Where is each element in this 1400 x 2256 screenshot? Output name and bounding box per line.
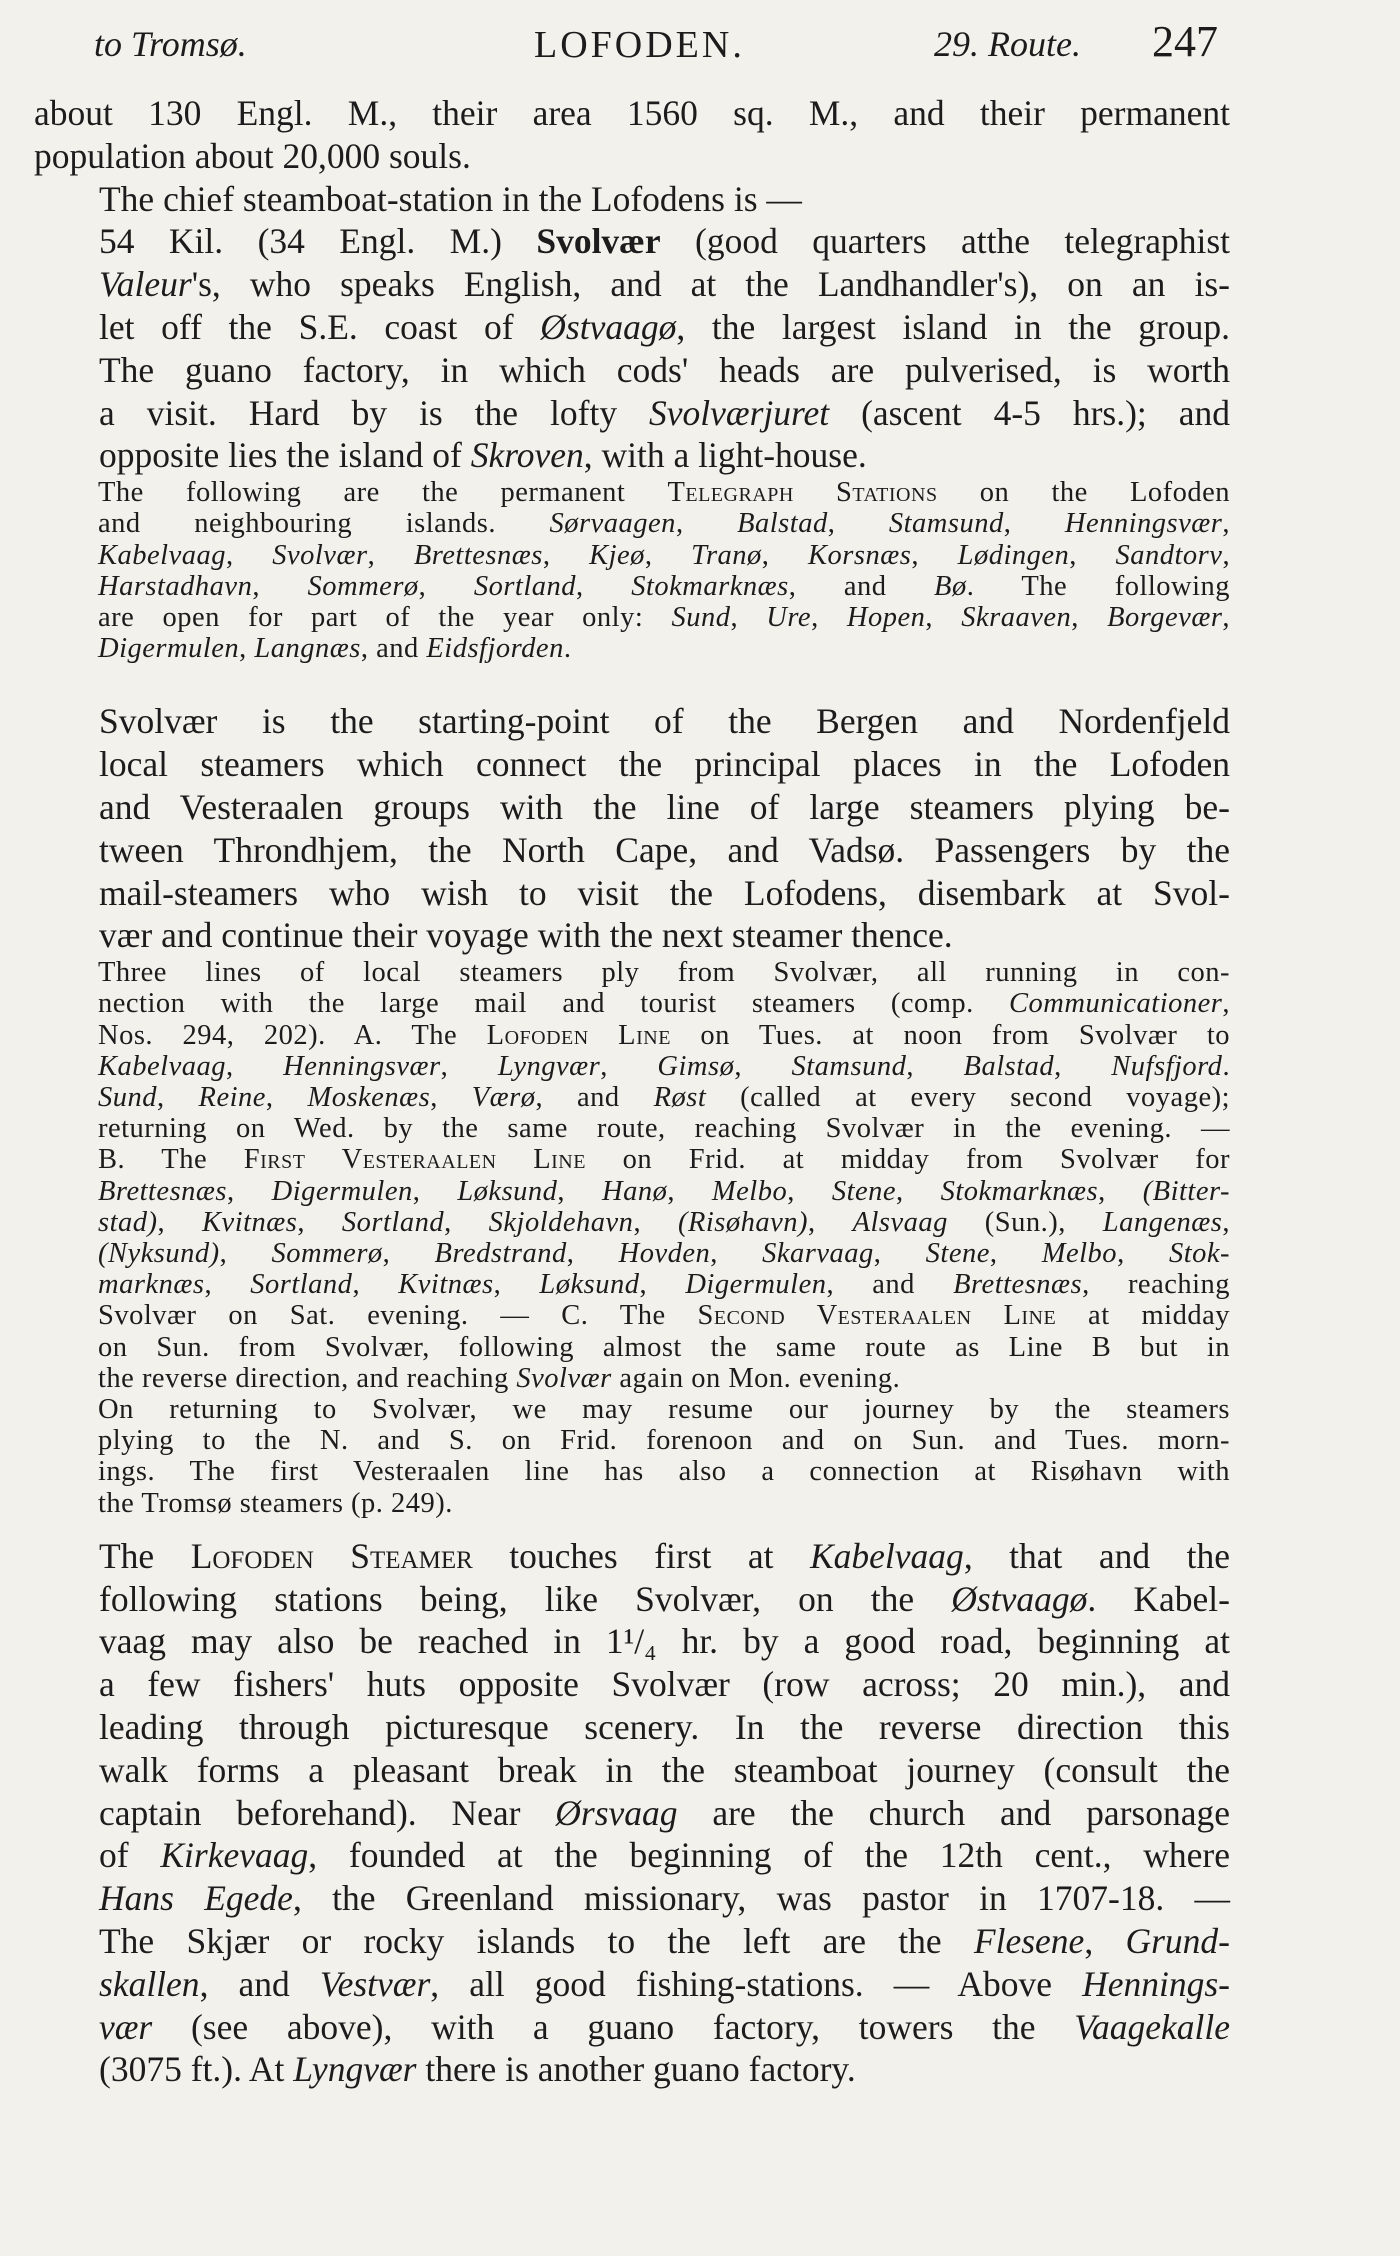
text-run: there is another guano factory. [416,2049,856,2090]
text-line [34,1144,1230,1175]
text-run: , [444,1206,489,1238]
italic-run: Sund [98,1081,157,1113]
text-run: . [563,633,572,665]
text-line [34,1488,1230,1519]
text-run: 54 Kil. (34 Engl. M.) [99,221,537,262]
text-run: , [633,1206,678,1238]
text-line [34,1749,1230,1792]
italic-run: Brettesnæs [953,1269,1083,1301]
text-run: , reaching [1082,1269,1231,1301]
italic-run: Skarvaag [762,1238,874,1269]
text-run: , and [360,633,427,665]
text-run: , [297,1206,342,1238]
text-run: , and [826,1269,954,1301]
italic-run: Sandtorv [1115,539,1223,571]
italic-run: Communicationer [1009,988,1223,1020]
text-line [34,1620,1230,1663]
text-run: The following are the permanent [98,477,668,509]
text-run: population about 20,000 souls. [34,135,471,176]
text-run: again on Mon. evening. [611,1362,901,1394]
text-run: , founded at the beginning of the 12th cent., where [308,1835,1230,1876]
text-line [34,1051,1230,1082]
text-run: , [896,1175,941,1207]
italic-run: Ure [766,601,812,633]
italic-run: Lyngvær [293,2049,417,2090]
italic-run: Kirkevaag [160,1835,309,1876]
text-run: , [1071,601,1108,633]
text-line [34,263,1230,306]
italic-run: Skroven [470,435,584,476]
text-line [34,92,1230,135]
text-run: are open for part of the year only: [98,601,672,633]
bold-run: Svolvær [536,221,661,262]
italic-run: Østvaagø [951,1578,1088,1619]
italic-run: Løksund [457,1175,558,1207]
small-print-paragraph-s2 [34,957,1230,1394]
text-run: ings. The first Vesteraalen line has also a connection at Risøhavn with [98,1456,1230,1488]
text-line [34,1834,1230,1877]
text-run: and neighbouring islands. [98,508,550,540]
text-line [34,1269,1230,1300]
italic-run: Moskenæs [307,1081,431,1113]
text-line [34,1332,1230,1363]
paragraph-p3 [34,220,1230,477]
italic-run: Østvaagø [540,306,677,347]
text-run: let off the S.E. coast of [99,306,541,347]
italic-run: Svolvær [272,539,368,571]
italic-run: Henningsvær [283,1050,441,1082]
italic-run: Balstad [963,1050,1055,1082]
italic-run: Sommerø [271,1238,383,1269]
italic-run: Skraaven [961,601,1072,633]
paragraph-p2 [34,178,1230,221]
text-line [34,743,1230,786]
italic-run: Sortland [473,570,577,602]
text-run: , [412,1175,458,1207]
text-run: on the Lofoden [937,477,1230,509]
page-number: 247 [1152,17,1218,66]
text-run: , [911,539,958,571]
text-run: . Kabel- [1087,1578,1230,1619]
italic-run: Sortland [250,1269,353,1301]
text-run: , [1084,1921,1126,1961]
italic-run: Harstadhavn [98,570,253,602]
italic-run: Kabelvaag [98,539,226,571]
italic-run: Alsvaag [852,1206,948,1238]
italic-run: Kvitnæs [202,1206,298,1238]
italic-run: Stamsund [791,1050,907,1082]
text-line [34,178,1230,221]
italic-run: Hennings- [1082,1963,1230,2004]
text-line [34,1176,1230,1207]
italic-run: Kvitnæs [398,1269,494,1301]
italic-run: Hans Egede [99,1878,293,1919]
text-line [34,1877,1230,1920]
text-run: Three lines of local steamers ply from Svolvær, all running in con- [98,957,1230,989]
text-run: at midday [1056,1300,1230,1332]
text-run: Svolvær is the starting-point of the Bergen and Nordenfjeld [99,701,1230,742]
italic-run: Melbo [1041,1238,1118,1269]
italic-run: Sommerø [307,570,419,602]
italic-run: Korsnæs [808,539,912,571]
text-run: , [734,1050,792,1082]
small-caps-run: Telegraph Stations [667,477,938,509]
text-run: , [157,1206,203,1238]
text-run: , [675,508,738,540]
text-run: , [1222,508,1231,540]
text-run: , [542,539,590,571]
text-run: The Skjær or rocky islands to the left are the [99,1921,974,1961]
text-line [34,477,1230,508]
text-run: touches first at [472,1535,810,1576]
text-line [34,1113,1230,1144]
text-run: (called at every second voyage); [706,1081,1231,1113]
small-caps-run: Lofoden Steamer [190,1535,473,1576]
italic-run: Svolværjuret [649,392,830,433]
italic-run: Sortland [341,1206,445,1238]
text-line [34,2006,1230,2049]
text-run: , [811,601,847,633]
text-run: , [204,1269,251,1301]
text-run: , [600,1050,658,1082]
text-run: , [1222,601,1231,633]
text-line [34,220,1230,263]
italic-run: Hanø [602,1175,668,1207]
text-line [34,1394,1230,1425]
text-run: the Tromsø steamers (p. 249). [98,1487,453,1519]
text-run: , all good fishing-stations. — Above [430,1963,1083,2004]
italic-run: Stamsund [888,508,1004,540]
text-line [34,914,1230,957]
text-line [34,1300,1230,1331]
italic-run: skallen [99,1963,200,2004]
text-run: , [1098,1175,1143,1207]
text-run: , [566,1238,619,1269]
italic-run: (Risøhavn) [677,1206,809,1238]
text-run: , [382,1238,435,1269]
text-run: , [493,1269,540,1301]
text-run: , [667,1175,712,1207]
text-run: . [1222,1050,1231,1082]
text-run: nection with the large mail and tourist steamers (comp. [98,988,1010,1020]
italic-run: Gimsø [657,1050,735,1082]
italic-run: Vestvær [319,1963,431,2004]
text-line [34,508,1230,539]
italic-run: Stok- [1168,1238,1230,1269]
text-run: on Tues. at noon from Svolvær to [670,1019,1230,1051]
text-line [34,872,1230,915]
header-route: 29. Route. [934,24,1081,64]
text-run: captain beforehand). Near [99,1792,556,1833]
text-run: , [225,539,273,571]
italic-run: Værø [471,1081,536,1113]
text-line [34,1020,1230,1051]
block-gap [34,1519,1230,1535]
text-run: of [99,1835,161,1876]
text-run: (good quarters atthe telegraphist [660,221,1230,262]
italic-run: stad) [98,1206,158,1238]
text-run: , [1222,988,1230,1020]
text-line [34,957,1230,988]
text-run: 's, who speaks English, and at the Landhandler's), on an is- [191,264,1230,305]
text-run: , and [535,1081,654,1113]
text-run: the reverse direction, and reaching [98,1362,517,1394]
text-run: , [557,1175,602,1207]
text-run: The guano factory, in which cods' heads are pulverised, is worth [99,349,1230,390]
text-line [34,1082,1230,1113]
text-run: , [787,1175,832,1207]
text-run: , [761,539,809,571]
text-run: (Sun.), [947,1206,1103,1238]
text-run: mail-steamers who wish to visit the Lofodens, disembark at Svol- [99,872,1230,913]
italic-run: Kjeø [589,539,645,571]
italic-run: Valeur [99,264,192,305]
text-line [34,602,1230,633]
text-line [34,1238,1230,1269]
text-run: On returning to Svolvær, we may resume our journey by the steamers [98,1394,1230,1426]
italic-run: Lødingen [957,539,1070,571]
italic-run: Brettesnæs [413,539,543,571]
italic-run: Grund- [1125,1921,1231,1961]
text-run: B. The [98,1144,244,1176]
small-print-paragraph-s1 [34,477,1230,664]
text-run: , [367,539,414,571]
text-run: , [430,1081,472,1113]
body-text [34,92,1230,2091]
paragraph-p1 [34,92,1230,178]
text-run: walk forms a pleasant break in the steamboat journey (consult the [99,1749,1230,1790]
small-caps-run: First Vesteraalen Line [243,1144,586,1176]
text-run: , [265,1081,308,1113]
text-line [34,1578,1230,1621]
italic-run: Hovden [618,1238,711,1269]
text-line [34,1535,1230,1578]
italic-run: Stokmarknæs [940,1175,1099,1207]
italic-run: Tranø [691,539,762,571]
header-section-title: LOFODEN. [534,24,745,66]
small-caps-run: Lofoden Line [486,1019,671,1051]
block-gap [34,664,1230,700]
italic-run: Reine [198,1081,266,1113]
text-line [34,700,1230,743]
italic-run: Henningsvær [1064,508,1223,540]
text-run: , the largest island in the group. [676,306,1230,347]
text-run: , and [788,570,935,602]
italic-run: Stene [831,1175,897,1207]
italic-run: (Bitter- [1142,1175,1231,1207]
paragraph-p4 [34,700,1230,957]
text-line [34,786,1230,829]
text-line [34,540,1230,571]
text-run: , with a light-house. [583,435,867,476]
text-run: , [639,1269,686,1301]
text-line [34,633,1230,664]
text-run: , [1054,1050,1112,1082]
text-line [34,1207,1230,1238]
italic-run: Stene [925,1238,990,1269]
header-destination: to Tromsø. [94,24,247,64]
italic-run: Digermulen [271,1175,413,1207]
text-run: , [1222,539,1231,571]
text-run: , the Greenland missionary, was pastor in 1707-18. — [292,1878,1231,1919]
text-run: local steamers which connect the principal places in the Lofoden [99,744,1230,785]
italic-run: Vaagekalle [1074,2006,1230,2047]
text-run: Nos. 294, 202). A. The [98,1019,487,1051]
text-run: , [1069,539,1116,571]
text-run: , [1222,1206,1231,1238]
text-run: , [873,1238,926,1269]
italic-run: Bø [934,570,967,602]
italic-run: Skjoldehavn [488,1206,634,1238]
text-run: , [352,1269,399,1301]
text-run: and Vesteraalen groups with the line of large steamers plying be- [99,786,1230,827]
text-run: about 130 Engl. M., their area 1560 sq. M., and their permanent [34,93,1230,133]
italic-run: Løksund [539,1269,640,1301]
italic-run: Svolvær [516,1362,612,1394]
text-run: plying to the N. and S. on Frid. forenoon and on Sun. and Tues. morn- [98,1425,1230,1457]
italic-run: Digermulen [685,1269,827,1301]
text-line [34,434,1230,477]
italic-run: Sund [671,601,731,633]
text-line [34,392,1230,435]
text-run: , [440,1050,498,1082]
text-run: (3075 ft.). At [99,2049,294,2090]
text-run: vaag may also be reached in 1¹/₄ hr. by a good road, beginning at [99,1621,1230,1662]
text-run: , [576,570,632,602]
italic-run: vær [99,2006,153,2047]
text-run: , [644,539,692,571]
text-line [34,571,1230,602]
text-run: , [225,1050,284,1082]
italic-run: Flesene [973,1921,1085,1961]
text-line [34,349,1230,392]
text-line [34,829,1230,872]
text-run: , [730,601,767,633]
text-run: returning on Wed. by the same route, reaching Svolvær in the evening. — [98,1113,1230,1145]
book-page [34,17,1231,2091]
text-line [34,1920,1230,1963]
text-run: , [252,570,308,602]
text-line [34,1706,1230,1749]
italic-run: Langenæs [1102,1206,1223,1238]
text-run: , [1003,508,1065,540]
text-run: , and [199,1963,320,2004]
text-line [34,1663,1230,1706]
text-run: , [925,601,962,633]
text-run: on Frid. at midday from Svolvær for [585,1144,1230,1176]
italic-run: Hopen [846,601,926,633]
italic-run: Borgevær [1107,601,1223,633]
text-run: following stations being, like Svolvær, on the [99,1578,952,1619]
italic-run: marknæs [98,1269,205,1301]
text-run: are the church and parsonage [677,1792,1231,1833]
text-line [34,1425,1230,1456]
text-run: , [808,1206,853,1238]
text-run: , that and the [963,1535,1231,1576]
italic-run: (Nyksund) [98,1238,220,1269]
text-run: , [239,633,255,665]
small-print-paragraph-s3 [34,1394,1230,1519]
italic-run: Nufsfjord [1111,1050,1223,1082]
italic-run: Bredstrand [434,1238,567,1269]
italic-run: Sørvaagen [549,508,676,540]
text-run: Svolvær on Sat. evening. — C. The [98,1300,698,1332]
text-run: on Sun. from Svolvær, following almost the same route as Line B but in [98,1331,1230,1363]
text-line [34,1456,1230,1487]
italic-run: Melbo [711,1175,788,1207]
text-line [34,2048,1230,2091]
italic-run: Digermulen [98,633,240,665]
text-run: , [710,1238,763,1269]
italic-run: Ørsvaag [555,1792,678,1833]
text-run: , [157,1081,199,1113]
text-run: (see above), with a guano factory, towers the [152,2006,1075,2047]
text-run: , [827,508,889,540]
text-line [34,1963,1230,2006]
text-run: a few fishers' huts opposite Svolvær (row across; 20 min.), and [99,1664,1230,1705]
text-run: , [906,1050,964,1082]
text-run: , [227,1175,272,1207]
text-run: leading through picturesque scenery. In the reverse direction this [99,1707,1230,1748]
text-line [34,1363,1230,1394]
running-header [34,17,1230,92]
text-run: The [99,1535,191,1576]
italic-run: Eidsfjorden [426,633,564,665]
italic-run: Stokmarknæs [631,570,789,602]
italic-run: Kabelvaag [810,1535,964,1576]
italic-run: Kabelvaag [98,1050,226,1082]
small-caps-run: Second Vesteraalen Line [697,1300,1057,1332]
text-line [34,988,1230,1019]
italic-run: Brettesnæs [98,1175,228,1207]
text-line [34,1792,1230,1835]
text-run: . The following [966,570,1231,602]
italic-run: Balstad [737,508,828,540]
text-line [34,135,1230,178]
text-run: , [989,1238,1042,1269]
text-run: a visit. Hard by is the lofty [99,392,650,433]
text-run: , [219,1238,272,1269]
text-run: , [1117,1238,1169,1269]
paragraph-p5 [34,1535,1230,2091]
italic-run: Lyngvær [497,1050,601,1082]
text-run: vær and continue their voyage with the next steamer thence. [99,915,953,956]
text-run: tween Throndhjem, the North Cape, and Vadsø. Passengers by the [99,829,1230,870]
text-run: (ascent 4-5 hrs.); and [829,392,1230,433]
text-line [34,306,1230,349]
italic-run: Langnæs [254,633,361,665]
text-run: opposite lies the island of [99,435,471,476]
text-run: The chief steamboat-station in the Lofodens is — [99,178,802,219]
italic-run: Røst [653,1081,707,1113]
text-run: , [418,570,474,602]
